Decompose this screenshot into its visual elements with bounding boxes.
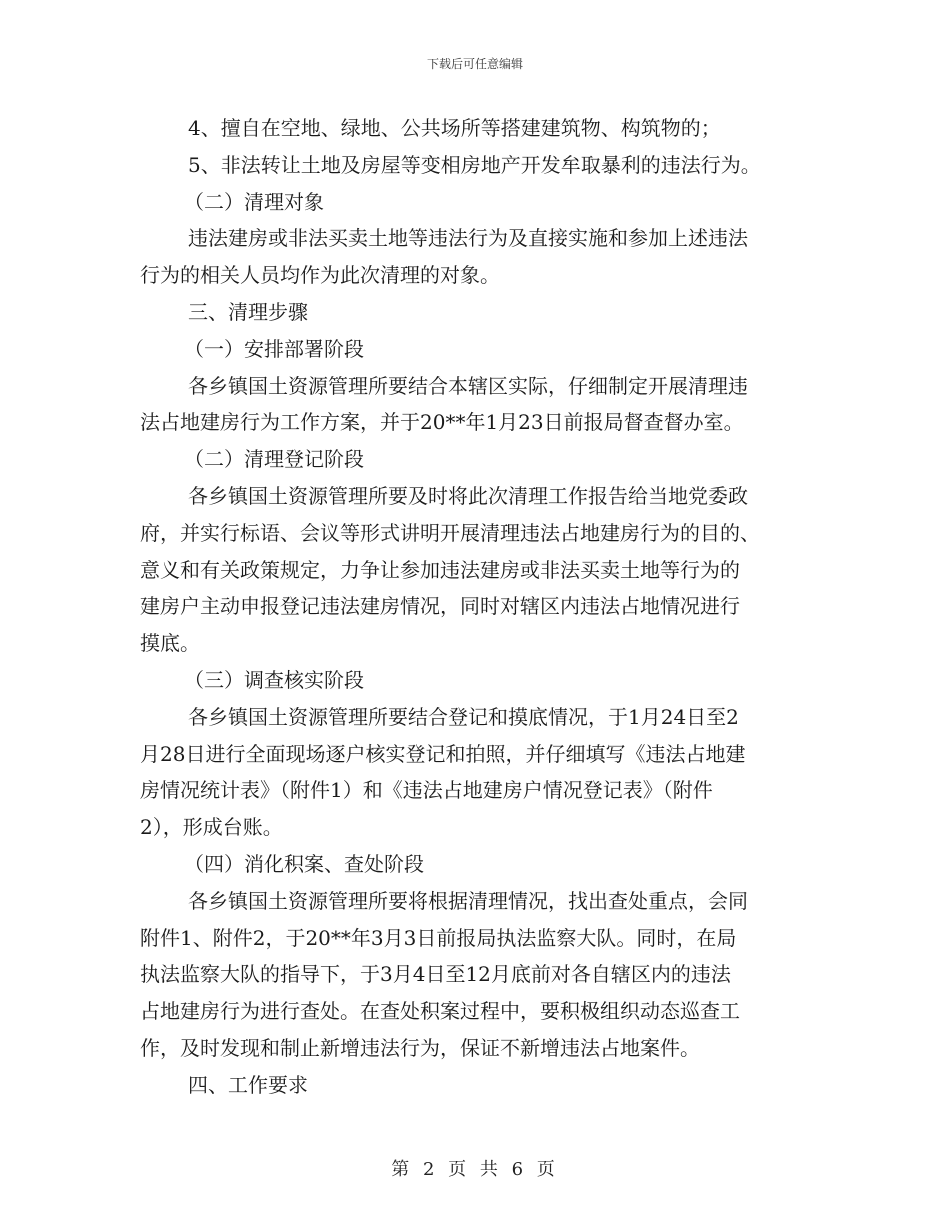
paragraph-line: 4、擅自在空地、绿地、公共场所等搭建建筑物、构筑物的； bbox=[188, 116, 721, 140]
paragraph-line: （一）安排部署阶段 bbox=[184, 336, 364, 361]
paragraph-line: 三、清理步骤 bbox=[188, 299, 308, 324]
paragraph-line: 各乡镇国土资源管理所要及时将此次清理工作报告给当地党委政 bbox=[188, 483, 748, 508]
paragraph-line: 房情况统计表》（附件1）和《违法占地建房户情况登记表》（附件 bbox=[140, 778, 713, 803]
paragraph-line: 四、工作要求 bbox=[188, 1072, 308, 1097]
paragraph-line: 2），形成台账。 bbox=[140, 815, 283, 840]
paragraph-line: 意义和有关政策规定，力争让参加违法建房或非法买卖土地等行为的 bbox=[140, 557, 740, 582]
paragraph-line: 违法建房或非法买卖土地等违法行为及直接实施和参加上述违法 bbox=[188, 226, 748, 251]
paragraph-line: 法占地建房行为工作方案，并于20**年1月23日前报局督查督办室。 bbox=[140, 410, 744, 435]
paragraph-line: 5、非法转让土地及房屋等变相房地产开发牟取暴利的违法行为。 bbox=[188, 152, 761, 177]
paragraph-line: （二）清理登记阶段 bbox=[184, 447, 364, 472]
paragraph-line: （三）调查核实阶段 bbox=[184, 667, 364, 692]
paragraph-line: （四）消化积案、查处阶段 bbox=[184, 851, 424, 876]
header-note: 下载后可任意编辑 bbox=[426, 57, 523, 71]
paragraph-line: 建房户主动申报登记违法建房情况，同时对辖区内违法占地情况进行 bbox=[140, 594, 740, 619]
page-number: 第 2 页 共 6 页 bbox=[391, 1159, 559, 1180]
paragraph-line: 各乡镇国土资源管理所要将根据清理情况，找出查处重点，会同 bbox=[188, 888, 748, 913]
paragraph-line: 作，及时发现和制止新增违法行为，保证不新增违法占地案件。 bbox=[140, 1035, 700, 1060]
paragraph-line: 月28日进行全面现场逐户核实登记和拍照，并仔细填写《违法占地建 bbox=[140, 741, 746, 766]
paragraph-line: 摸底。 bbox=[140, 631, 200, 656]
paragraph-line: （二）清理对象 bbox=[184, 189, 324, 214]
paragraph-line: 执法监察大队的指导下，于3月4日至12月底前对各自辖区内的违法 bbox=[140, 962, 731, 987]
paragraph-line: 府，并实行标语、会议等形式讲明开展清理违法占地建房行为的目的、 bbox=[140, 520, 760, 545]
paragraph-line: 行为的相关人员均作为此次清理的对象。 bbox=[140, 263, 500, 288]
paragraph-line: 附件1、附件2，于20**年3月3日前报局执法监察大队。同时，在局 bbox=[140, 925, 737, 950]
paragraph-line: 各乡镇国土资源管理所要结合登记和摸底情况，于1月24日至2 bbox=[188, 704, 739, 729]
document-body bbox=[140, 110, 810, 1104]
paragraph-line: 占地建房行为进行查处。在查处积案过程中，要积极组织动态巡查工 bbox=[140, 999, 740, 1024]
paragraph-line: 各乡镇国土资源管理所要结合本辖区实际，仔细制定开展清理违 bbox=[188, 373, 748, 398]
